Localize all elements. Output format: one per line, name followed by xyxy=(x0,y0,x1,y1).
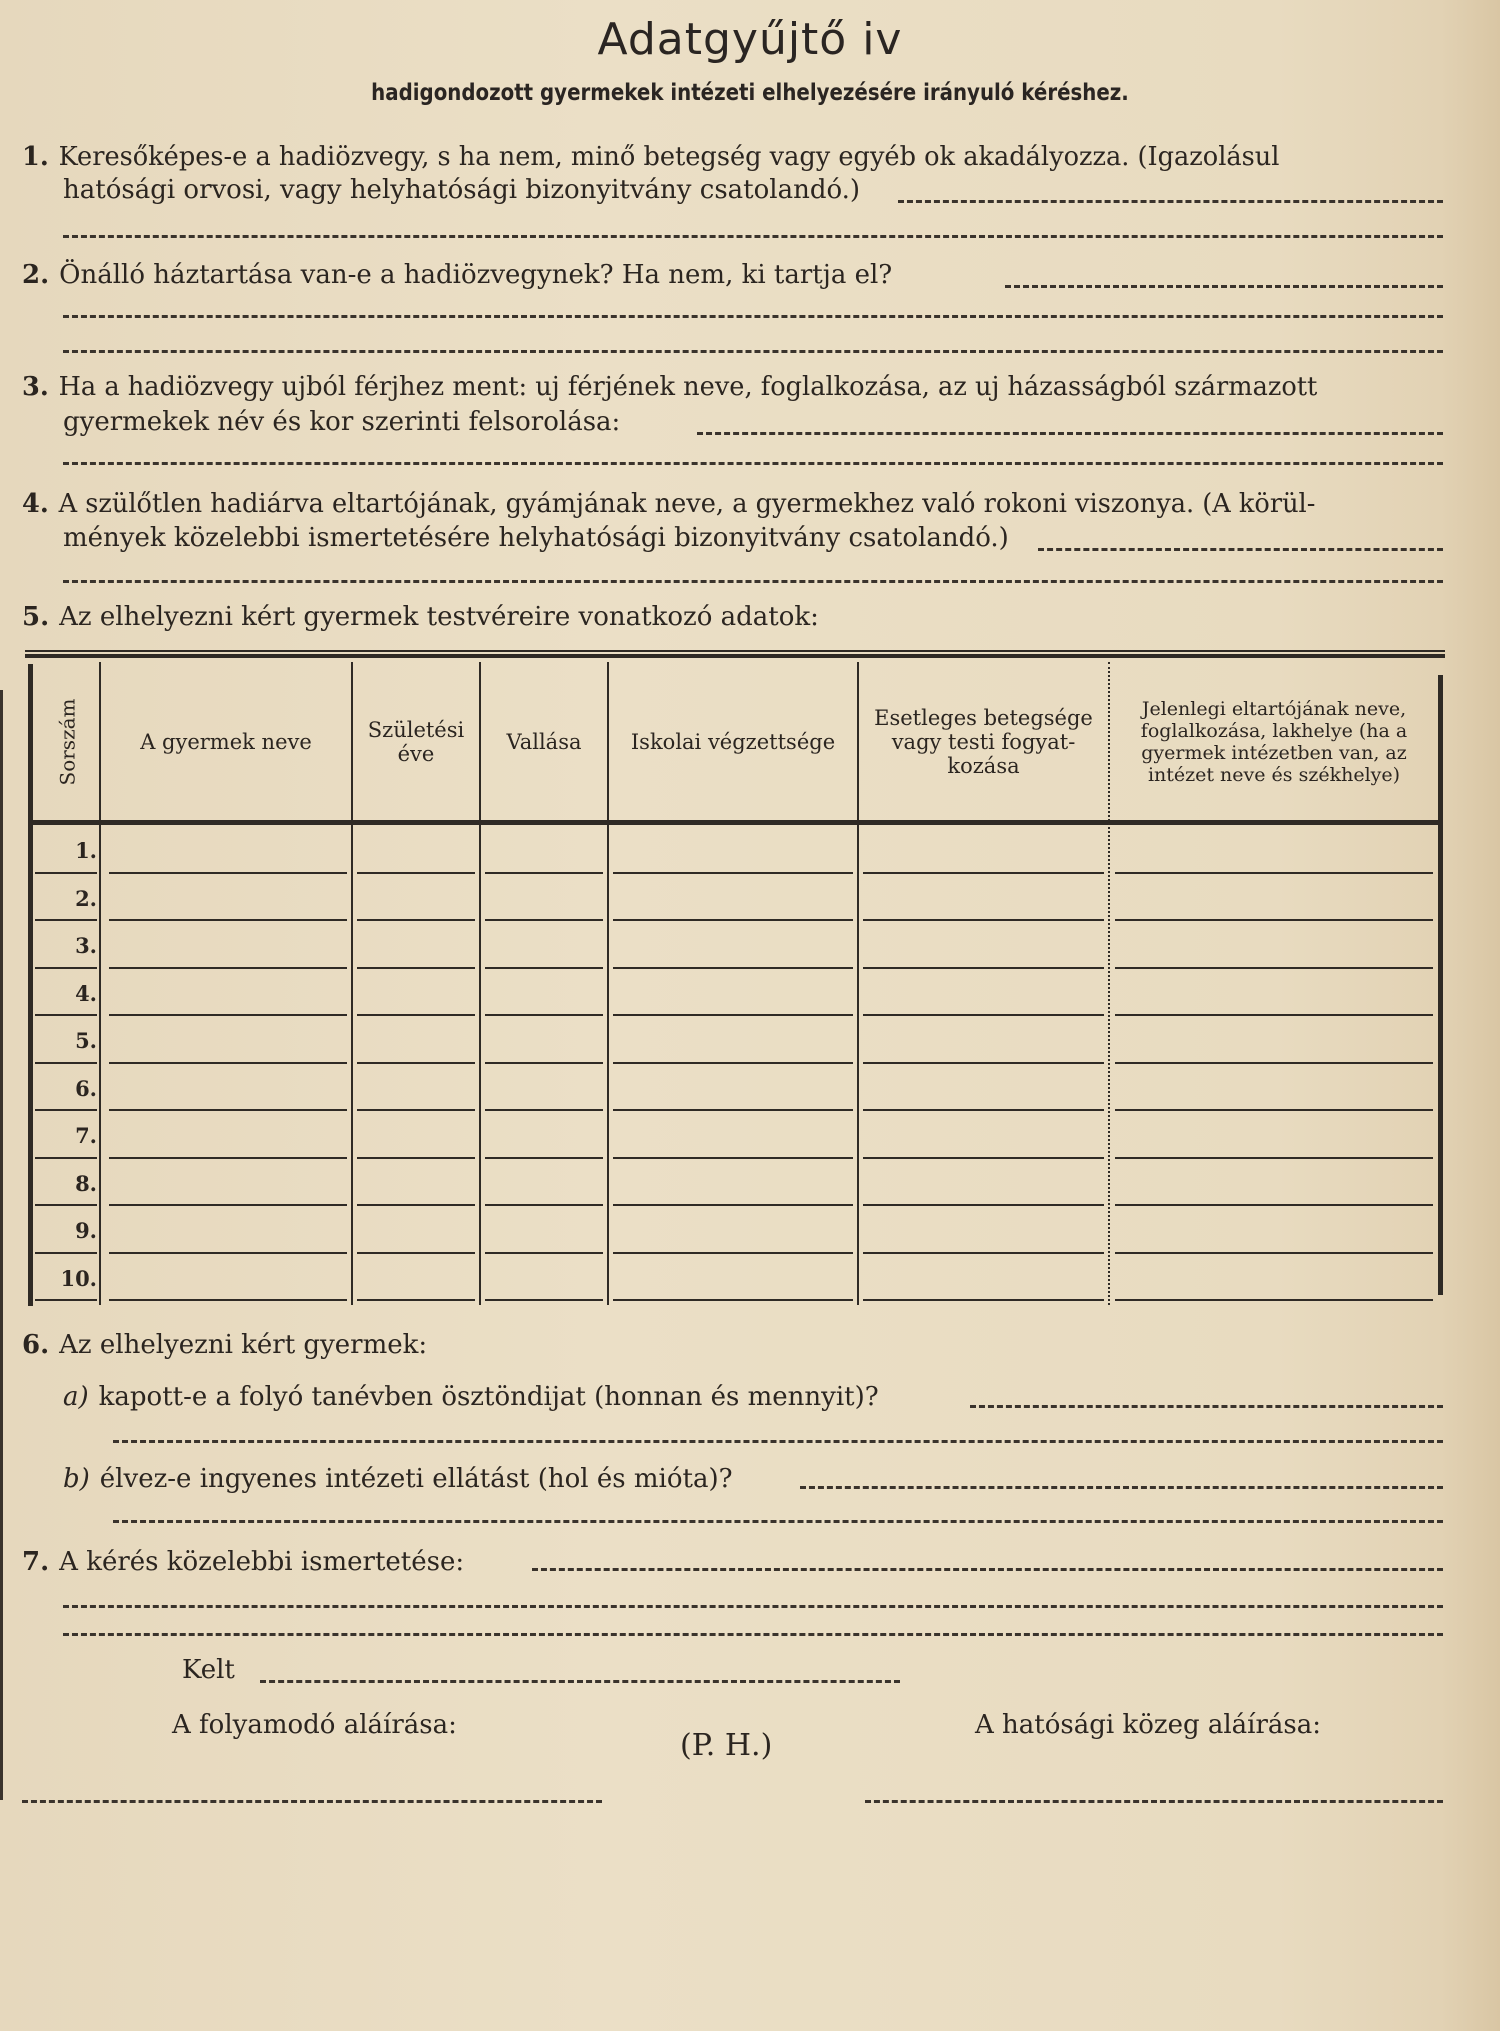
table-right-border xyxy=(1438,675,1443,1295)
table-cell-entry-line[interactable] xyxy=(109,1157,347,1159)
table-cell-entry-line[interactable] xyxy=(485,1204,603,1206)
table-cell-entry-line[interactable] xyxy=(357,1204,475,1206)
document-subtitle: hadigondozott gyermekek intézeti elhelyezésére irányuló kéréshez. xyxy=(371,80,1129,106)
answer-field[interactable] xyxy=(800,1486,1443,1489)
question-text: Az elhelyezni kért gyermek: xyxy=(59,1330,428,1360)
answer-field[interactable] xyxy=(113,1520,1443,1523)
table-cell-entry-line[interactable] xyxy=(485,1157,603,1159)
table-cell-entry-line[interactable] xyxy=(863,1204,1104,1206)
row-number: 3. xyxy=(75,933,97,958)
table-cell-entry-line[interactable] xyxy=(109,967,347,969)
row-number: 4. xyxy=(75,980,97,1006)
table-cell-entry-line[interactable] xyxy=(109,1204,347,1206)
table-cell-entry-line[interactable] xyxy=(863,1109,1104,1111)
table-cell-entry-line[interactable] xyxy=(485,1299,603,1301)
seal-placeholder: (P. H.) xyxy=(680,1728,773,1763)
header-sorszam xyxy=(35,664,99,820)
answer-field[interactable] xyxy=(1038,548,1443,551)
header-child-name: A gyermek neve xyxy=(140,730,312,754)
table-cell-entry-line[interactable] xyxy=(1115,1157,1433,1159)
table-cell-entry-line[interactable] xyxy=(863,1014,1104,1016)
table-cell-entry-line[interactable] xyxy=(613,1062,853,1064)
table-cell-entry-line[interactable] xyxy=(613,1299,853,1301)
table-cell-entry-line[interactable] xyxy=(1115,1252,1433,1254)
table-cell-entry-line[interactable] xyxy=(485,1109,603,1111)
applicant-signature-label: A folyamodó aláírása: xyxy=(172,1710,457,1740)
header-birth-year: Születési éve xyxy=(367,718,465,766)
question-5 xyxy=(22,600,819,634)
table-cell-entry-line[interactable] xyxy=(613,967,853,969)
table-cell-entry-line[interactable] xyxy=(1115,1109,1433,1111)
table-cell-entry-line[interactable] xyxy=(485,967,603,969)
table-cell-entry-line[interactable] xyxy=(863,1157,1104,1159)
question-4-line2: mények közelebbi ismertetésére helyhatósági bizonyitvány csatolandó.) xyxy=(63,523,1009,553)
document-title: Adatgyűjtő iv xyxy=(597,14,903,65)
answer-field[interactable] xyxy=(63,580,1443,583)
question-1 xyxy=(22,140,1279,174)
answer-field[interactable] xyxy=(63,350,1443,353)
table-cell-entry-line[interactable] xyxy=(357,1252,475,1254)
question-text: Ha a hadiözvegy ujból férjhez ment: uj férjének neve, foglalkozása, az uj házasságból származott xyxy=(58,372,1318,402)
table-cell-entry-line[interactable] xyxy=(1115,919,1433,921)
answer-field[interactable] xyxy=(63,315,1443,318)
table-cell-entry-line[interactable] xyxy=(485,919,603,921)
table-cell-entry-line[interactable] xyxy=(357,967,475,969)
table-cell-entry-line[interactable] xyxy=(109,872,347,874)
question-4 xyxy=(22,487,1315,521)
table-cell-entry-line[interactable] xyxy=(613,1157,853,1159)
table-cell-entry-line[interactable] xyxy=(357,1062,475,1064)
row-rule xyxy=(35,967,97,969)
row-number: 8. xyxy=(75,1170,97,1196)
question-7 xyxy=(22,1545,464,1579)
table-cell-entry-line[interactable] xyxy=(613,1109,853,1111)
header-illness: Esetleges betegsége vagy testi fogyat-kozása xyxy=(874,706,1093,778)
row-number: 6. xyxy=(75,1075,97,1101)
question-1-line2: hatósági orvosi, vagy helyhatósági bizonyitvány csatolandó.) xyxy=(63,175,861,205)
question-text: A kérés közelebbi ismertetése: xyxy=(59,1547,465,1577)
table-cell-entry-line[interactable] xyxy=(357,1014,475,1016)
table-cell-entry-line[interactable] xyxy=(485,1252,603,1254)
answer-field[interactable] xyxy=(898,200,1443,203)
kelt-label: Kelt xyxy=(182,1655,235,1685)
table-cell-entry-line[interactable] xyxy=(613,919,853,921)
applicant-signature-field[interactable] xyxy=(22,1800,602,1803)
row-number: 7. xyxy=(75,1123,97,1148)
question-6a xyxy=(63,1380,879,1414)
question-number: 1. xyxy=(22,142,49,172)
question-text: A szülőtlen hadiárva eltartójának, gyámjának neve, a gyermekhez való rokoni viszonya. (A körül- xyxy=(58,489,1316,519)
row-rule xyxy=(35,1204,97,1206)
table-cell-entry-line[interactable] xyxy=(863,1062,1104,1064)
question-text: Keresőképes-e a hadiözvegy, s ha nem, minő betegség vagy egyéb ok akadályozza. (Igazolásul xyxy=(58,142,1280,172)
table-cell-entry-line[interactable] xyxy=(485,1014,603,1016)
row-number: 2. xyxy=(75,885,97,911)
answer-field[interactable] xyxy=(63,1633,1443,1636)
question-text: Az elhelyezni kért gyermek testvéreire vonatkozó adatok: xyxy=(59,602,819,632)
question-number: 2. xyxy=(22,260,50,290)
table-cell-entry-line[interactable] xyxy=(357,872,475,874)
answer-field[interactable] xyxy=(63,235,1443,238)
authority-signature-label: A hatósági közeg aláírása: xyxy=(975,1710,1322,1740)
question-3-line2: gyermekek név és kor szerinti felsorolása: xyxy=(63,407,621,437)
table-cell-entry-line[interactable] xyxy=(613,1252,853,1254)
question-number: 6. xyxy=(22,1330,50,1360)
table-cell-entry-line[interactable] xyxy=(863,1252,1104,1254)
table-cell-entry-line[interactable] xyxy=(1115,1062,1433,1064)
question-text: Önálló háztartása van-e a hadiözvegynek? Ha nem, ki tartja el? xyxy=(59,260,893,290)
question-number: 5. xyxy=(22,602,50,632)
date-field[interactable] xyxy=(260,1680,900,1683)
table-cell-entry-line[interactable] xyxy=(109,1109,347,1111)
answer-field[interactable] xyxy=(63,462,1443,465)
sub-label: b) xyxy=(63,1464,90,1494)
row-rule xyxy=(35,1109,97,1111)
question-6b xyxy=(63,1462,733,1496)
table-cell-entry-line[interactable] xyxy=(1115,967,1433,969)
answer-field[interactable] xyxy=(113,1440,1443,1443)
question-number: 7. xyxy=(22,1547,50,1577)
table-cell-entry-line[interactable] xyxy=(357,1299,475,1301)
table-cell-entry-line[interactable] xyxy=(863,1299,1104,1301)
table-top-rule xyxy=(25,650,1445,658)
header-text: Sorszám xyxy=(55,698,79,786)
row-rule xyxy=(35,1299,97,1301)
page-edge xyxy=(0,690,3,1800)
table-cell-entry-line[interactable] xyxy=(485,872,603,874)
row-rule xyxy=(35,1157,97,1159)
table-cell-entry-line[interactable] xyxy=(357,919,475,921)
header-religion: Vallása xyxy=(506,730,582,754)
table-cell-entry-line[interactable] xyxy=(863,919,1104,921)
table-cell-entry-line[interactable] xyxy=(109,1014,347,1016)
table-cell-entry-line[interactable] xyxy=(109,1252,347,1254)
table-cell-entry-line[interactable] xyxy=(357,1109,475,1111)
row-number: 10. xyxy=(60,1265,97,1291)
answer-field[interactable] xyxy=(532,1568,1443,1571)
answer-field[interactable] xyxy=(970,1405,1443,1408)
table-cell-entry-line[interactable] xyxy=(1115,1014,1433,1016)
table-cell-entry-line[interactable] xyxy=(863,967,1104,969)
authority-signature-field[interactable] xyxy=(865,1800,1443,1803)
row-rule xyxy=(35,1014,97,1016)
header-guardian: Jelenlegi eltartójának neve, foglalkozása, lakhelye (ha a gyermek intézetben van, az intézet neve és székhelye) xyxy=(1140,698,1408,786)
row-number: 1. xyxy=(75,838,97,863)
sub-label: a) xyxy=(63,1382,89,1412)
table-cell-entry-line[interactable] xyxy=(1115,872,1433,874)
table-cell-entry-line[interactable] xyxy=(109,1299,347,1301)
answer-field[interactable] xyxy=(63,1605,1443,1608)
table-cell-entry-line[interactable] xyxy=(109,919,347,921)
header-education: Iskolai végzettsége xyxy=(630,730,836,754)
question-6 xyxy=(22,1328,427,1362)
question-2 xyxy=(22,258,892,292)
table-cell-entry-line[interactable] xyxy=(485,1062,603,1064)
table-left-border xyxy=(28,664,33,1306)
answer-field[interactable] xyxy=(697,432,1443,435)
table-cell-entry-line[interactable] xyxy=(109,1062,347,1064)
table-cell-entry-line[interactable] xyxy=(613,1014,853,1016)
siblings-table xyxy=(25,650,1445,1305)
question-text: kapott-e a folyó tanévben ösztöndijat (honnan és mennyit)? xyxy=(98,1382,879,1412)
table-header-rule xyxy=(31,820,1439,825)
table-cell-entry-line[interactable] xyxy=(863,872,1104,874)
table-cell-entry-line[interactable] xyxy=(613,1204,853,1206)
row-rule xyxy=(35,919,97,921)
question-3 xyxy=(22,370,1317,404)
table-cell-entry-line[interactable] xyxy=(1115,1299,1433,1301)
table-cell-entry-line[interactable] xyxy=(613,872,853,874)
row-rule xyxy=(35,1062,97,1064)
row-number: 5. xyxy=(75,1028,97,1053)
row-rule xyxy=(35,1252,97,1254)
row-rule xyxy=(35,872,97,874)
table-cell-entry-line[interactable] xyxy=(357,1157,475,1159)
question-text: élvez-e ingyenes intézeti ellátást (hol és mióta)? xyxy=(99,1464,733,1494)
question-number: 3. xyxy=(22,372,49,402)
table-cell-entry-line[interactable] xyxy=(1115,1204,1433,1206)
answer-field[interactable] xyxy=(1005,285,1443,288)
question-number: 4. xyxy=(22,489,49,519)
row-number: 9. xyxy=(75,1218,97,1243)
